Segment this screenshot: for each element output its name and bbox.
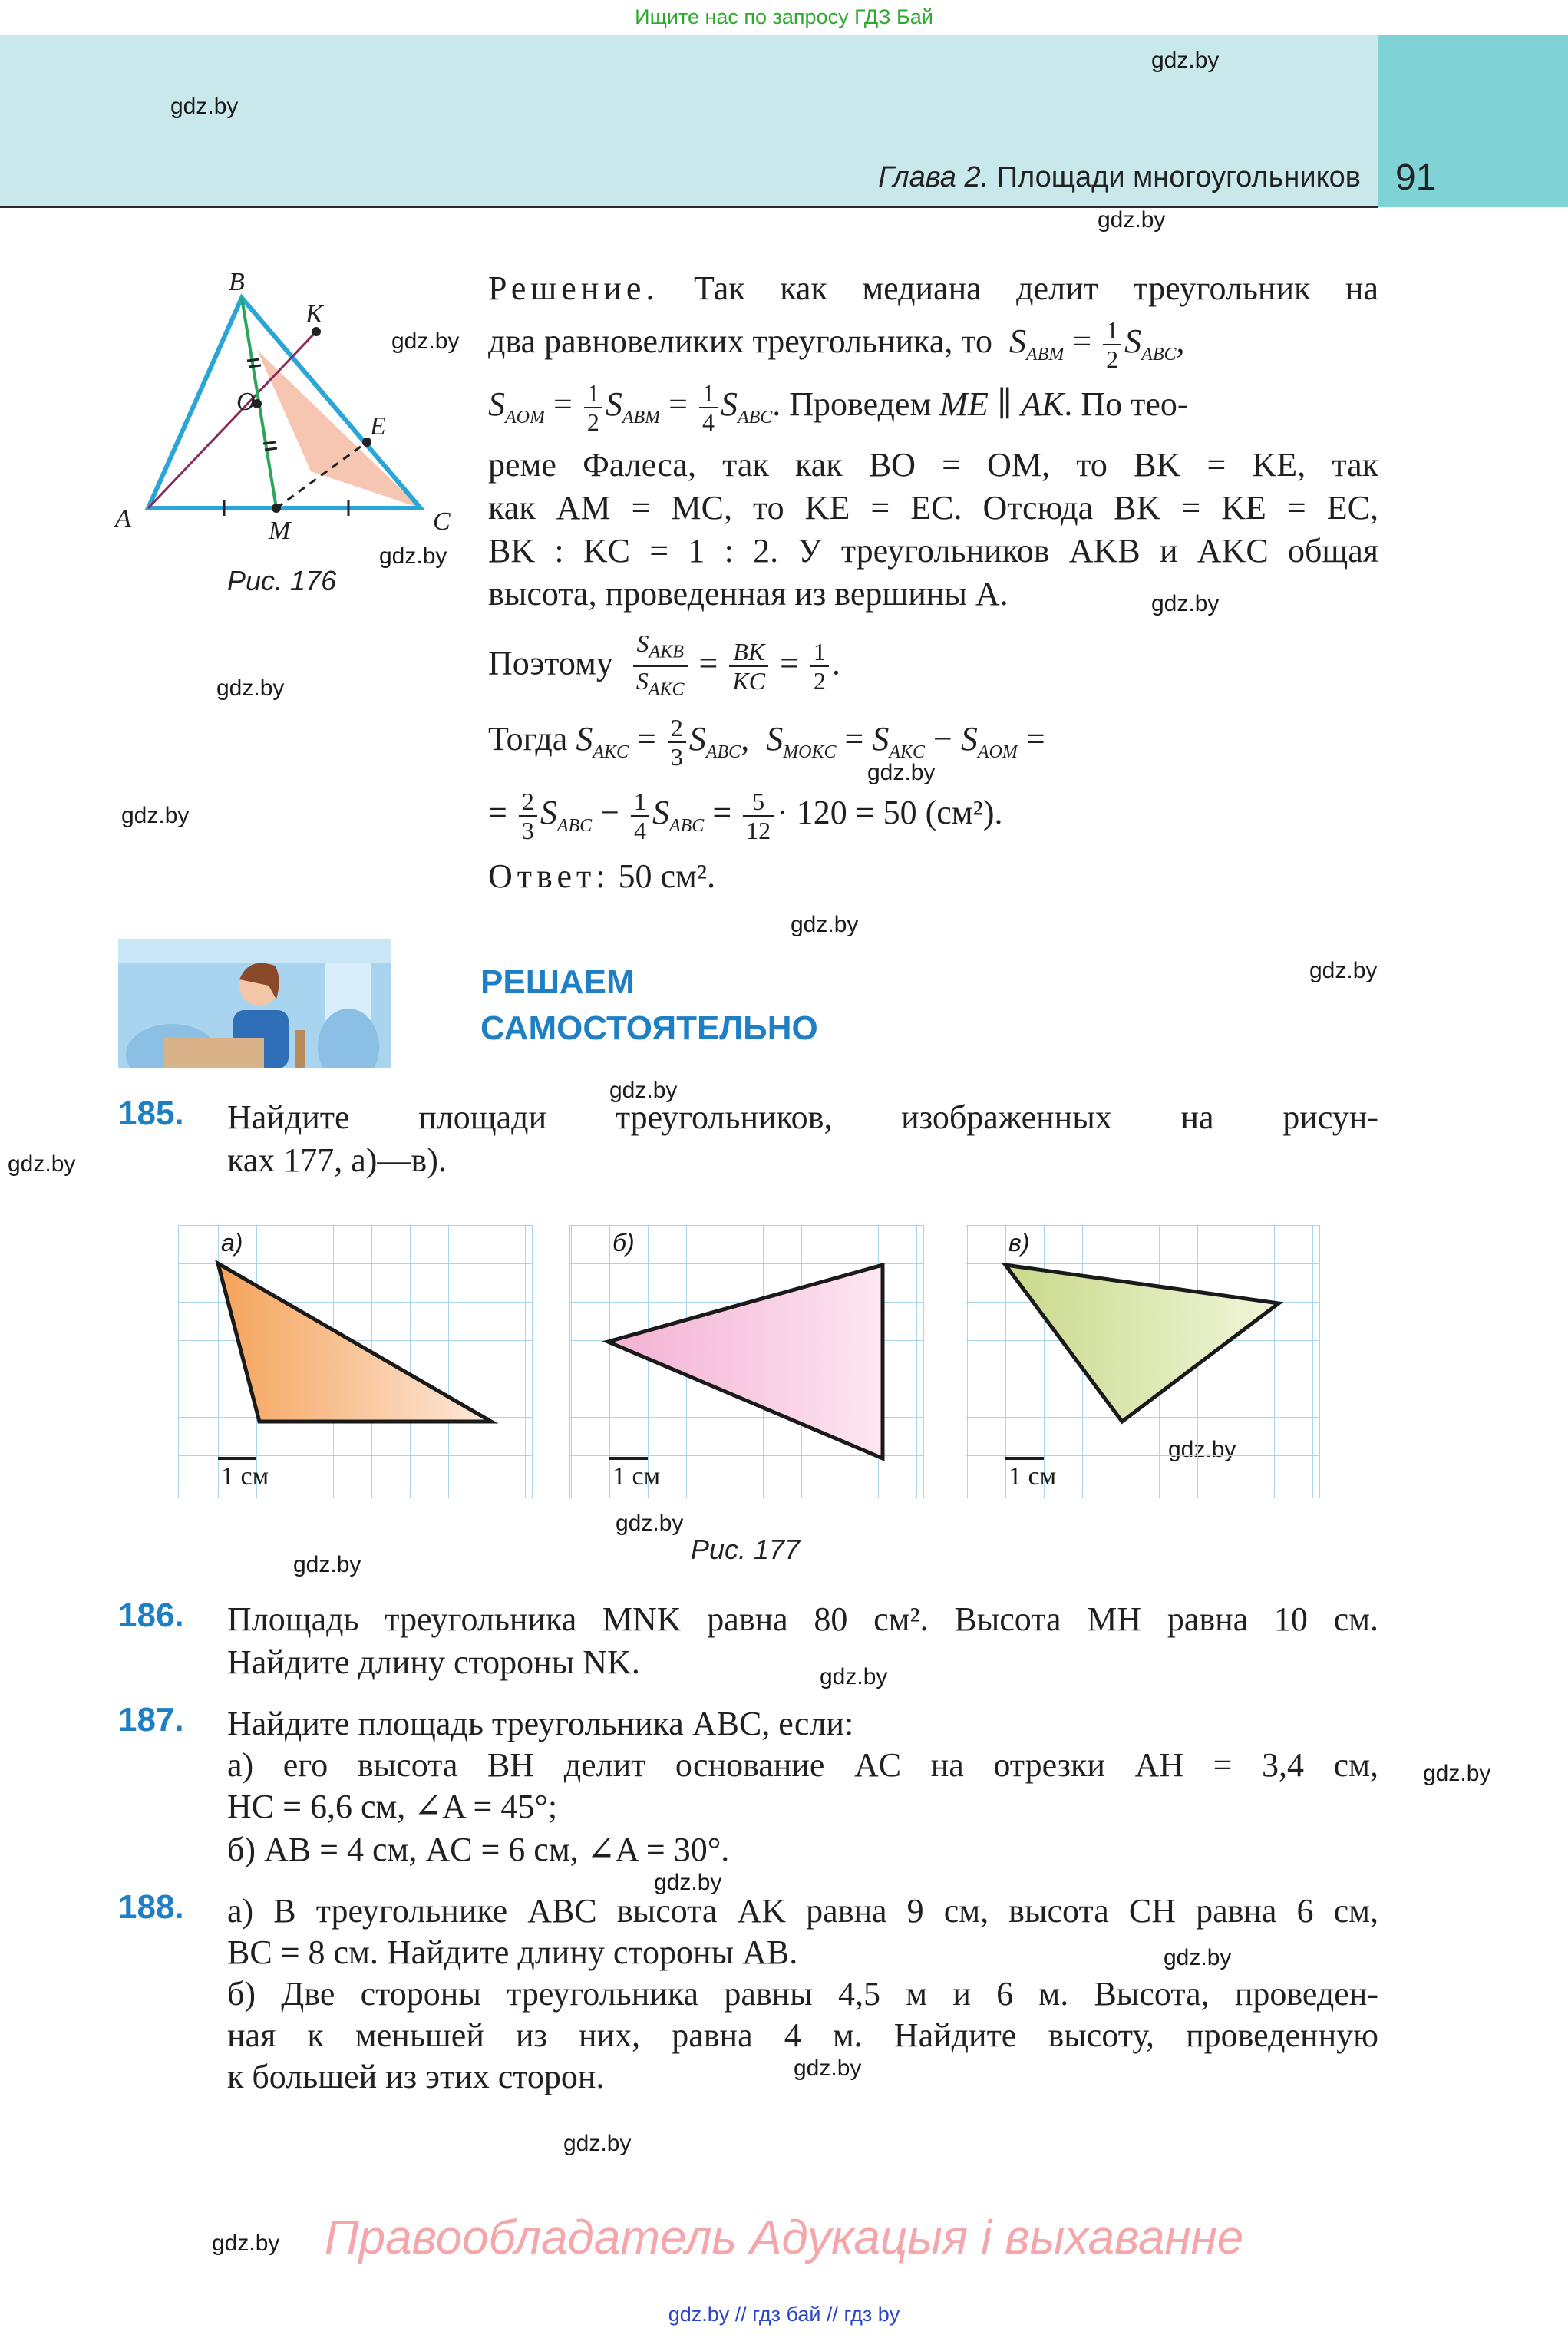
problem-188-line-1: а) В треугольнике ABC высота AK равна 9 см, высота CH равна 6 см, bbox=[227, 1892, 1378, 1930]
footer-links[interactable]: gdz.by // гдз бай // гдз by bbox=[668, 2303, 900, 2326]
solution-answer: Ответ: 50 см². bbox=[488, 857, 716, 895]
solution-line-1: Решение. Так как медиана делит треугольник на bbox=[488, 269, 1379, 307]
figure-176-caption: Рис. 176 bbox=[227, 565, 337, 596]
problem-number: 185. bbox=[118, 1095, 184, 1132]
panel-label: в) bbox=[1008, 1229, 1030, 1257]
watermark: gdz.by bbox=[170, 94, 239, 119]
solution-line-5: как AM = MC, то KE = EC. Отсюда BK = KE = EC, bbox=[488, 489, 1378, 527]
watermark: gdz.by bbox=[379, 543, 447, 569]
watermark: gdz.by bbox=[1151, 48, 1220, 73]
top-banner[interactable]: Ищите нас по запросу ГДЗ Бай bbox=[635, 5, 933, 28]
figure-177c bbox=[966, 1225, 1320, 1498]
label-b: B bbox=[229, 268, 245, 296]
label-m: M bbox=[269, 517, 291, 545]
problem-188-line-2: BC = 8 см. Найдите длину стороны AB. bbox=[227, 1933, 798, 1971]
watermark: gdz.by bbox=[1098, 207, 1166, 233]
solution-line-3: $S_{AOM}$ = $\frac{1}{2}$ $S_{ABM}$ = $\frac{1}{4}$ $S_{ABC}$. Проведем ME ∥ AK. По тео- bbox=[488, 379, 1189, 436]
student-illustration bbox=[118, 939, 391, 1068]
label-k: K bbox=[305, 300, 323, 329]
figure-177-caption: Рис. 177 bbox=[691, 1534, 801, 1565]
problem-188-line-5: к большей из этих сторон. bbox=[227, 2058, 605, 2095]
problem-186-line-1: Площадь треугольника MNK равна 80 см². Высота MH равна 10 см. bbox=[227, 1600, 1378, 1638]
watermark: gdz.by bbox=[1309, 958, 1378, 983]
watermark: gdz.by bbox=[8, 1151, 76, 1177]
label-c: C bbox=[433, 507, 451, 536]
section-title: РЕШАЕМ САМОСТОЯТЕЛЬНО bbox=[480, 963, 818, 1047]
label-e: E bbox=[370, 412, 386, 441]
problem-number: 188. bbox=[118, 1888, 184, 1926]
watermark: gdz.by bbox=[609, 1078, 678, 1103]
solution-line-7: высота, проведенная из вершины A. bbox=[488, 575, 1008, 613]
label-a: A bbox=[115, 504, 131, 533]
problem-188-line-3: б) Две стороны треугольника равны 4,5 м и 6 м. Высота, проведен- bbox=[227, 1975, 1378, 2013]
watermark: gdz.by bbox=[1164, 1945, 1232, 1970]
problem-188-line-4: ная к меньшей из них, равна 4 м. Найдите высоту, проведенную bbox=[227, 2016, 1378, 2054]
problem-number: 187. bbox=[118, 1701, 184, 1739]
shaded-region bbox=[257, 350, 421, 508]
panel-label: а) bbox=[221, 1229, 243, 1257]
watermark: gdz.by bbox=[820, 1664, 888, 1689]
panel-label: б) bbox=[612, 1229, 635, 1257]
scale-label: 1 см bbox=[612, 1462, 661, 1491]
watermark: gdz.by bbox=[121, 803, 190, 828]
problem-number: 186. bbox=[118, 1597, 184, 1634]
watermark: gdz.by bbox=[654, 1870, 722, 1895]
label-o: O bbox=[236, 388, 256, 416]
scale-label: 1 см bbox=[1008, 1462, 1057, 1491]
watermark: gdz.by bbox=[616, 1511, 684, 1536]
watermark: gdz.by bbox=[794, 2056, 862, 2081]
solution-result: = $\frac{2}{3}$ $S_{ABC}$ − $\frac{1}{4}$ $S_{ABC}$ = $\frac{5}{12}$ · 120 = 50 (см²). bbox=[488, 788, 1003, 844]
problem-186-line-2: Найдите длину стороны NK. bbox=[227, 1643, 640, 1681]
watermark: gdz.by bbox=[391, 329, 460, 354]
solution-line-6: BK : KC = 1 : 2. У треугольников AKB и AKC общая bbox=[488, 532, 1378, 570]
watermark: gdz.by bbox=[563, 2131, 632, 2156]
copyright-footer: Правообладатель Адукацыя і выхаванне bbox=[324, 2211, 1244, 2264]
problem-185-line-2: ках 177, а)—в). bbox=[227, 1141, 447, 1179]
solution-ratio: Поэтому $\frac{S_{AKB}}{S_{AKC}}$ = $\frac{BK}{KC}$ = $\frac{1}{2}$ . bbox=[488, 629, 840, 700]
watermark: gdz.by bbox=[293, 1552, 361, 1577]
solution-then: Тогда $S_{AKC}$ = $\frac{2}{3}$ $S_{ABC}$, $S_{MOKC} = S_{AKC} - S_{AOM}$ = bbox=[488, 714, 1045, 771]
watermark: gdz.by bbox=[212, 2231, 280, 2256]
figure-177b bbox=[569, 1225, 924, 1498]
figure-177a bbox=[178, 1225, 533, 1498]
problem-185-line-1: Найдите площади треугольников, изображенных на рисун- bbox=[227, 1098, 1378, 1136]
watermark: gdz.by bbox=[216, 675, 285, 701]
header-rule bbox=[0, 206, 1378, 208]
problem-187-line-4: б) AB = 4 см, AC = 6 см, ∠A = 30°. bbox=[227, 1831, 730, 1868]
watermark: gdz.by bbox=[1423, 1761, 1491, 1786]
problem-187-line-3: HC = 6,6 см, ∠A = 45°; bbox=[227, 1788, 558, 1825]
solution-line-2: два равновеликих треугольника, то $S_{ABM}$ = $\frac{1}{2}$ $S_{ABC}$, bbox=[488, 316, 1185, 373]
figure-176 bbox=[107, 261, 468, 553]
solution-line-4: реме Фалеса, так как BO = OM, то BK = KE, так bbox=[488, 446, 1378, 484]
chapter-title: Глава 2. Площади многоугольников bbox=[878, 161, 1361, 193]
watermark: gdz.by bbox=[791, 912, 859, 937]
problem-187-line-1: Найдите площадь треугольника ABC, если: bbox=[227, 1705, 854, 1742]
scale-label: 1 см bbox=[221, 1462, 269, 1491]
watermark: gdz.by bbox=[1151, 591, 1220, 616]
watermark: gdz.by bbox=[867, 760, 936, 785]
problem-187-line-2: а) его высота BH делит основание AC на отрезки AH = 3,4 см, bbox=[227, 1746, 1378, 1784]
page-number: 91 bbox=[1395, 157, 1437, 198]
